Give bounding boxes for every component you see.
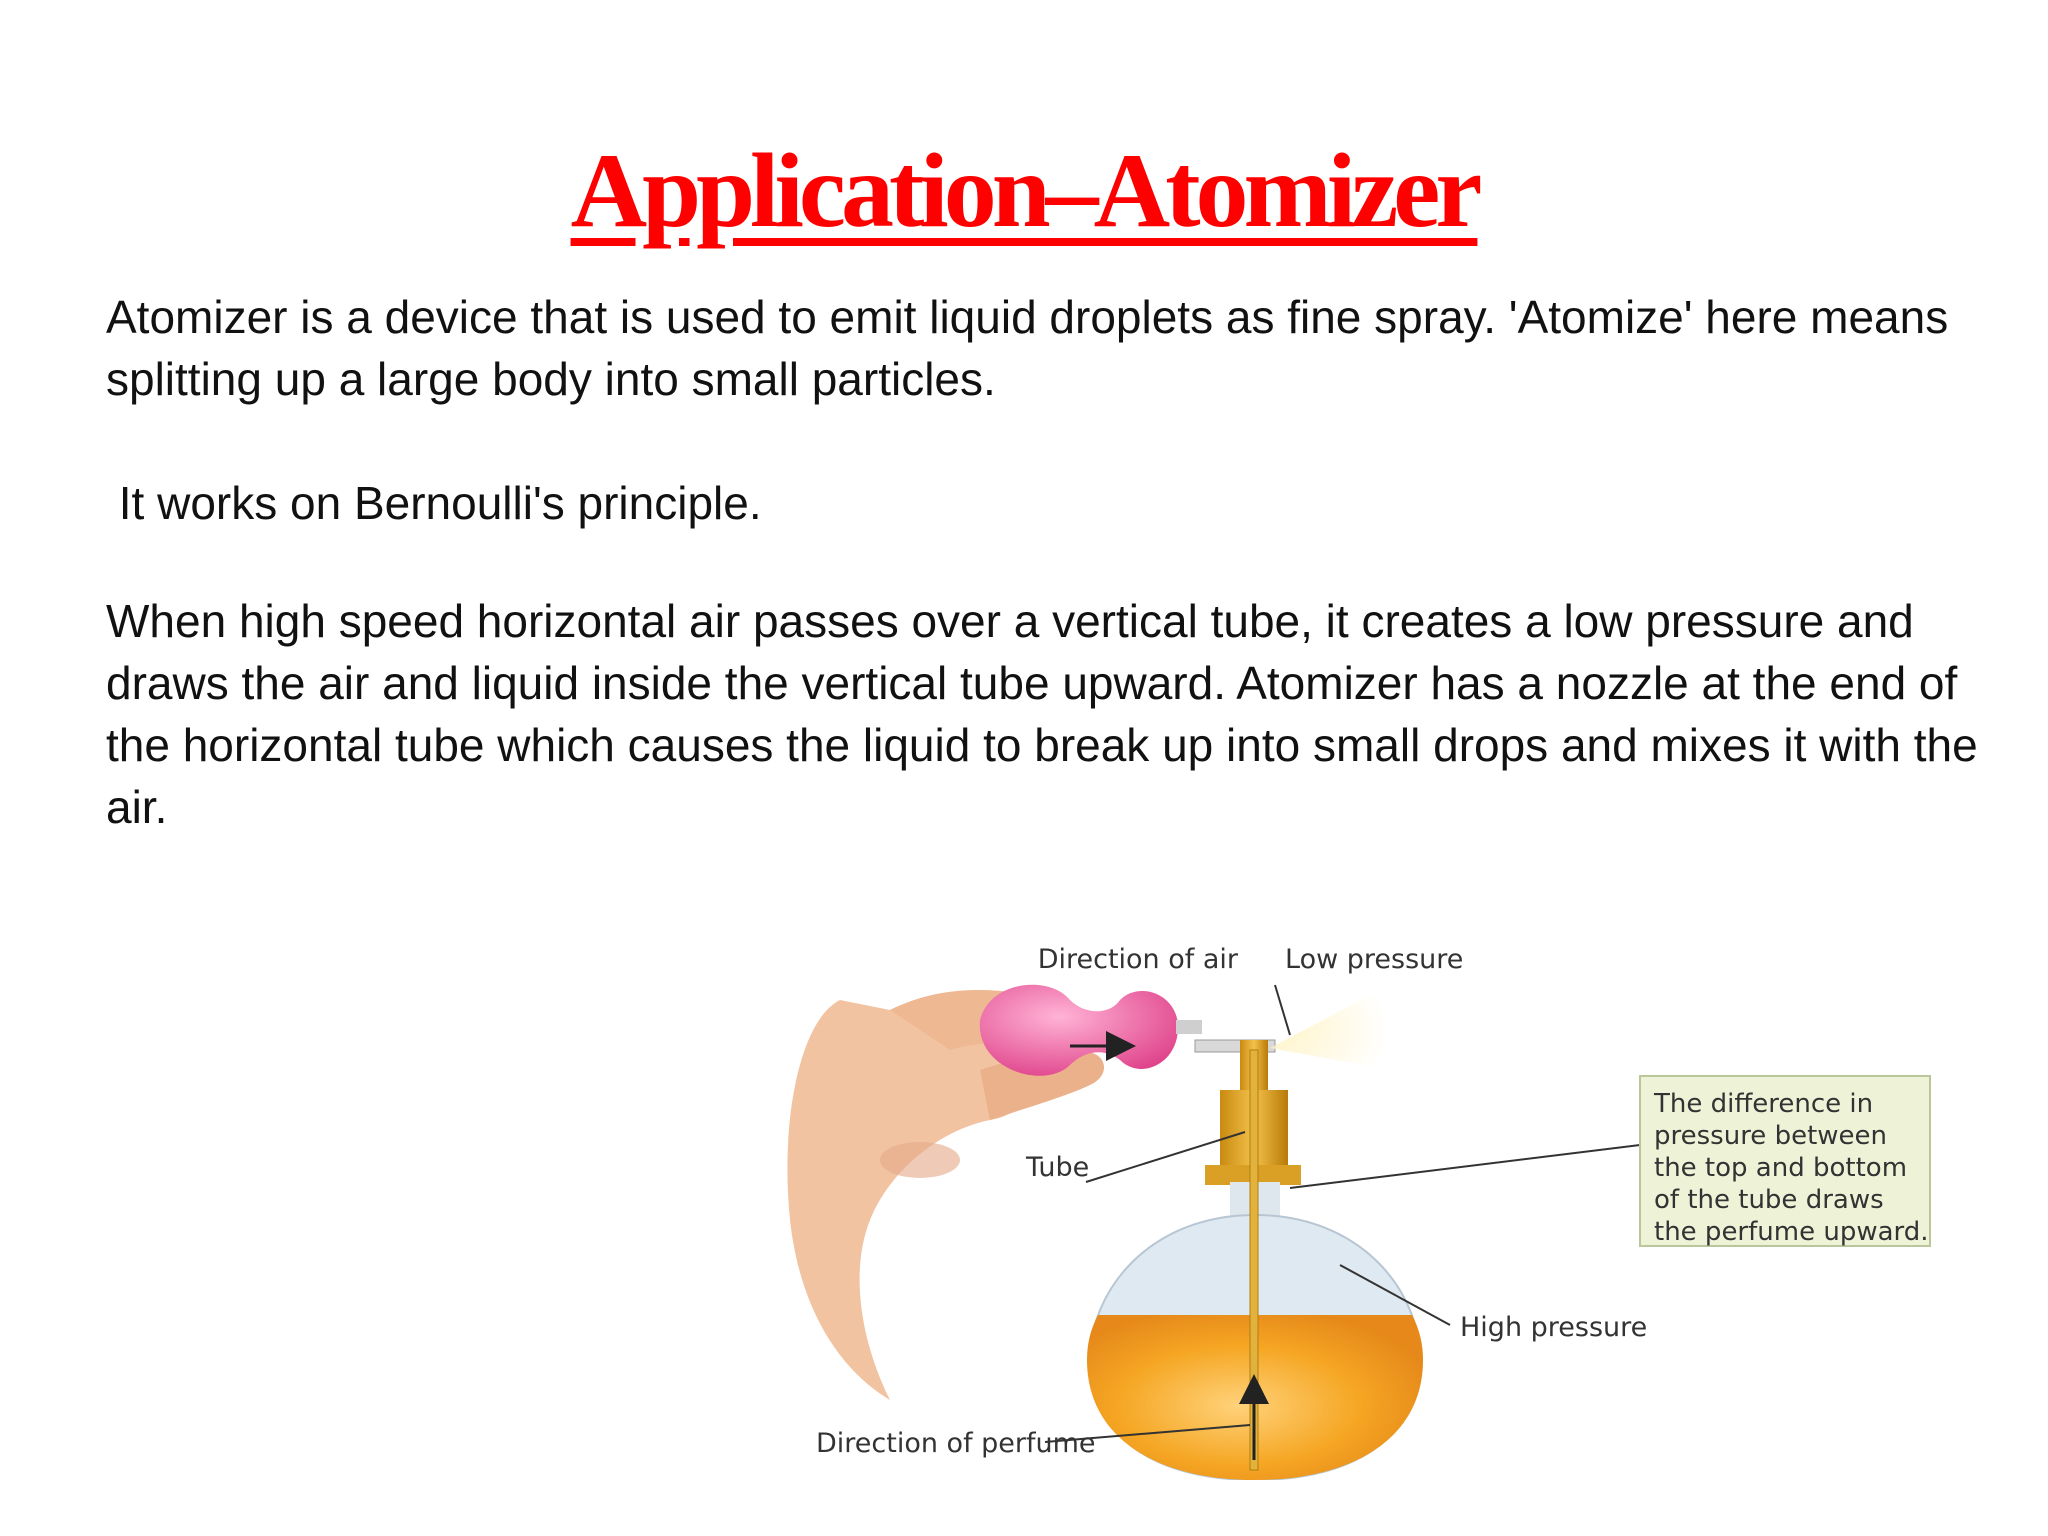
callout-line: the top and bottom [1654, 1153, 1908, 1183]
label-tube: Tube [1026, 1152, 1090, 1183]
callout-line: pressure between [1654, 1121, 1887, 1151]
callout-line: of the tube draws [1654, 1185, 1884, 1215]
callout-line: The difference in [1654, 1089, 1874, 1119]
slide-title: Application–Atomizer [570, 132, 1478, 250]
label-high-pressure: High pressure [1460, 1312, 1648, 1343]
atomizer-diagram [690, 920, 1980, 1480]
explanation-paragraph: When high speed horizontal air passes over a vertical tube, it creates a low pressure and draws the air and liquid inside the vertical tube upward. Atomizer has a nozzle at the end of the horizontal tube which causes the liquid to break up into small drops and mixes it with the air. [106, 595, 1978, 833]
definition-paragraph: Atomizer is a device that is used to emit liquid droplets as fine spray. 'Atomize' here means splitting up a large body into small particles. [106, 291, 1949, 405]
principle-paragraph: It works on Bernoulli's principle. [106, 477, 762, 529]
explanation-callout [1640, 1076, 1930, 1247]
label-direction-of-air: Direction of air [1037, 944, 1238, 975]
callout-line: the perfume upward. [1654, 1217, 1929, 1247]
label-direction-of-perfume: Direction of perfume [816, 1428, 1096, 1459]
label-low-pressure: Low pressure [1285, 944, 1464, 975]
